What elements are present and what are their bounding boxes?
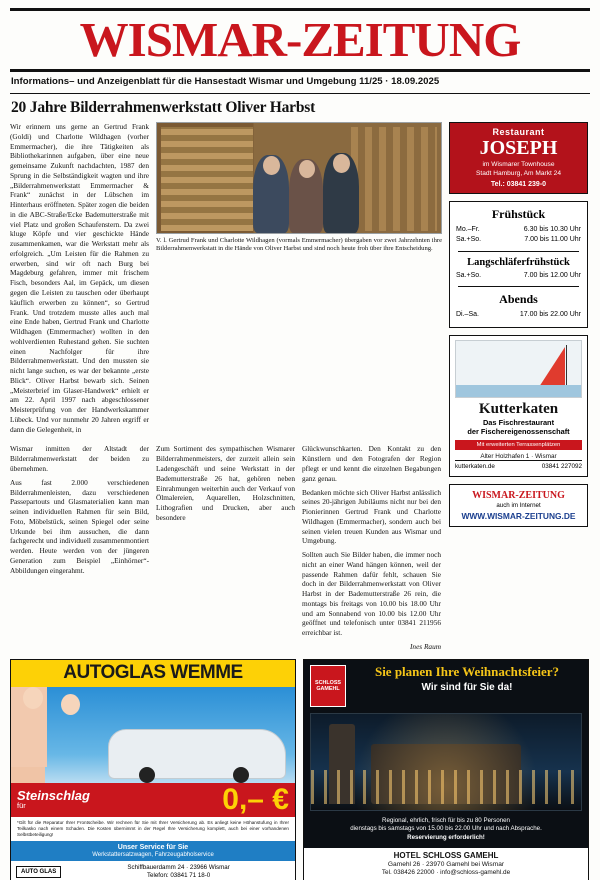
ad-autoglas-address bbox=[67, 864, 290, 880]
bottom-ad-row bbox=[10, 659, 590, 880]
article-photo-block bbox=[156, 122, 442, 439]
photo-wall-frames-right bbox=[351, 127, 437, 231]
ad-autoglas-service bbox=[11, 841, 295, 861]
article-column-2b bbox=[156, 444, 295, 651]
ad-joseph-line1: im Wismarer Townhouse bbox=[482, 160, 555, 168]
ad-joseph-line2: Stadt Hamburg, Am Markt 24 bbox=[475, 169, 562, 177]
ad-joseph-kicker: Restaurant bbox=[492, 126, 545, 137]
ad-kutterkaten-footer bbox=[455, 460, 582, 470]
ad-wz-url[interactable]: WWW.WISMAR-ZEITUNG.DE bbox=[461, 511, 576, 521]
article-top-block bbox=[10, 122, 442, 439]
content-area bbox=[10, 122, 590, 652]
ad-kutterkaten-sub1: Das Fischrestaurant bbox=[482, 417, 555, 427]
hours-value: 7.00 bis 12.00 Uhr bbox=[523, 271, 581, 279]
ad-kutterkaten[interactable] bbox=[449, 335, 588, 477]
article-paragraph: Glückwunschkarten. Den Kontakt zu den Künstlern und den Fotografen der Region pflegt er und kennt die einzelnen Begabungen ganz genau. bbox=[302, 444, 441, 483]
hours-label: Sa.+So. bbox=[456, 236, 482, 244]
ad-autoglas-brand: AUTOGLAS WEMME bbox=[63, 661, 243, 683]
article-paragraph: Zum Sortiment des sympathischen Wismarer Bilderrahmenmeisters, der zurzeit allein sein Ladengeschäft und seine Werkstatt in der Bademutterstraße 26 hat, gehören neben Einrahmungen weiterhin auch der Verkauf von Ölmalereien, Aquarellen, Holzschnitten, Lithografien und Drucken, aber auch besondere bbox=[156, 444, 295, 522]
divider bbox=[458, 251, 579, 252]
person-right-head bbox=[61, 694, 80, 715]
ad-gamehl-header bbox=[304, 660, 588, 710]
article-lower-columns bbox=[10, 444, 442, 651]
image-glow bbox=[311, 714, 581, 810]
hours-row bbox=[456, 235, 581, 246]
ad-gamehl-body bbox=[304, 814, 588, 845]
ad-gamehl-hotel-name: HOTEL SCHLOSS GAMEHL bbox=[393, 850, 499, 860]
ad-autoglas-service-sub: Werkstattersatzwagen, Fahrzeugabholservice bbox=[92, 851, 214, 858]
ad-autoglas-footer bbox=[11, 861, 295, 880]
article-paragraph: Sollten auch Sie Bilder haben, die immer noch nicht an einer Wand hängen können, weil der passende Rahmen dafür fehlt, schauen Sie doch in der Bilderrahmenwerkstatt von Oliver Harbst in der Bademutterstraße 26 rein, die montags bis freitags von 10.00 bis 18.00 Uhr und am Sonnabend von 10.00 bis 12.00 Uhr geöffnet und telefonisch unter 03841 211956 erreichbar ist. bbox=[302, 550, 441, 638]
hours-title-late-breakfast: Langschläferfrühstück bbox=[467, 256, 570, 268]
photo-head-right bbox=[333, 154, 350, 173]
ad-autoglas-image bbox=[11, 687, 295, 783]
ad-autoglas-wemme[interactable] bbox=[10, 659, 296, 880]
person-right bbox=[11, 767, 45, 783]
ad-gamehl-text3: Reservierung erforderlich! bbox=[407, 834, 485, 842]
ad-autoglas-address-line1: Schiffbauerdamm 24 · 23966 Wismar bbox=[127, 863, 230, 871]
ad-kutterkaten-image bbox=[455, 340, 582, 398]
water-band bbox=[456, 385, 581, 397]
car-shape bbox=[108, 729, 286, 779]
ad-joseph-name: JOSEPH bbox=[479, 136, 558, 159]
ad-kutterkaten-address: Alter Holzhafen 1 · Wismar bbox=[480, 453, 557, 460]
hours-row bbox=[456, 310, 581, 321]
hours-label: Mo.–Fr. bbox=[456, 225, 480, 233]
hours-label: Di.–Sa. bbox=[456, 311, 479, 319]
hours-title-breakfast: Frühstück bbox=[491, 206, 546, 221]
photo-head-left bbox=[263, 156, 280, 175]
photo-wall-frames-left bbox=[161, 127, 253, 231]
car-wheel-rear bbox=[233, 767, 249, 783]
ad-kutterkaten-web[interactable]: kutterkaten.de bbox=[455, 463, 495, 470]
hours-value: 17.00 bis 22.00 Uhr bbox=[519, 311, 581, 319]
hours-row bbox=[456, 225, 581, 236]
ad-restaurant-joseph[interactable] bbox=[449, 122, 588, 194]
photo-head-middle bbox=[299, 160, 315, 178]
ad-autoglas-address-line2: Telefon: 03841 71 18-0 bbox=[146, 872, 211, 880]
ad-gamehl-image bbox=[310, 713, 582, 811]
ad-joseph-hours bbox=[449, 201, 588, 328]
offer-label-for: für bbox=[17, 801, 26, 811]
article-headline: 20 Jahre Bilderrahmenwerkstatt Oliver Harbst bbox=[11, 98, 316, 116]
ad-joseph-phone: Tel.: 03841 239-0 bbox=[490, 180, 547, 188]
article-column-2a bbox=[10, 444, 149, 651]
article-paragraph: Wismar inmitten der Altstadt der Bilderrahmenwerkstatt der beiden zu übernehmen. bbox=[10, 444, 149, 473]
ad-wz-subtitle: auch im Internet bbox=[496, 502, 541, 509]
offer-label-text: Steinschlag bbox=[17, 787, 90, 803]
masthead bbox=[10, 8, 590, 94]
masthead-subtitle: Informations– und Anzeigenblatt für die Hansestadt Wismar und Umgebung 11/25 · 18.09.2025 bbox=[11, 75, 440, 87]
car-wheel-front bbox=[139, 767, 155, 783]
sail-icon bbox=[539, 347, 565, 387]
article-column-1 bbox=[10, 122, 149, 439]
article-paragraph: Bedanken möchte sich Oliver Harbst anlässlich seines 20-jährigen Jubiläums nicht nur bei den Pionierinnen Gertrud Frank und Charlotte Wildhagen (Emmermacher), sondern auch bei seinen vielen treuen Kunden aus Wismar und Umgebung. bbox=[302, 487, 441, 546]
page-title: WISMAR-ZEITUNG bbox=[79, 12, 521, 67]
ad-gamehl-address: Gamehl 26 · 23970 Gamehl bei Wismar bbox=[387, 860, 505, 868]
ad-gamehl-headline: Sie planen Ihre Weihnachtsfeier? bbox=[374, 663, 560, 679]
ad-kutterkaten-phone: 03841 227092 bbox=[541, 463, 582, 470]
ad-gamehl-contact[interactable]: Tel. 038426 22000 · info@schloss-gamehl.de bbox=[381, 868, 511, 876]
editorial-column-group bbox=[10, 122, 442, 652]
hours-label: Sa.+So. bbox=[456, 271, 482, 279]
ad-autoglas-price: 0,– € bbox=[222, 782, 289, 816]
ad-gamehl-headline-block bbox=[352, 665, 582, 693]
hours-title-evening: Abends bbox=[499, 292, 538, 307]
article-paragraph: Wir erinnern uns gerne an Gertrud Frank (Goldi) und Charlotte Wildhagen (vorher Emmermacher), die ihre Tätigkeiten als Bibliothekarinnen aufgaben, über eine neue gemeinsame Zukunft nachdachten, 1987 den Sprung in die Selbständigkeit wagten und ihre „Bilderrahmenwerkstatt Emmermacher & Frank“ zunächst in der Lübschen im Hinterhaus eröffneten. Später zogen die beiden in die ABC-Straße/Ecke Bademutterstraße mit viel Platz und großen Schaufenstern. Da zwei kluge Köpfe und vier geschickte Hände zusammenkamen, war die Werkstatt mehr als erfolgreich. „Um Leisten für die Rahmen zu erwerben, sind wir oft nach Burg bei Magdeburg gefahren, immer mit frischem Fisch, besonders Aal, im Gepäck, um diesen gegen die Leisten zu tauschen oder überhaupt käuflich erwerben zu können“, so Gertrud Frank. Und trotzdem musste alles auch mal eine Ende haben, Gertrud Frank und Charlotte Wildhagen (Emmermacher) wollten in den wohlverdienten Ruhestand gehen. Sie suchten einen Nachfolger für ihre Bilderrahmenwerkstatt. Und den mussten sie nicht lange suchen, es war der bekannte „erste Blick“. Oliver Harbst bewarb sich. Seinen „Meisterbrief im Glaser-Handwerk“ erhielt er am 22. April 1997 nach abgeschlossener Meisterprüfung von der Handwerkskammer Lübeck. Und vor nunmehr 20 Jahren ergriff er dann die Gelegenheit, in bbox=[10, 121, 149, 434]
person-left-head bbox=[23, 687, 43, 709]
article-byline: Ines Raum bbox=[409, 642, 441, 652]
right-ad-rail bbox=[449, 122, 588, 652]
ad-autoglas-banner bbox=[11, 660, 295, 687]
ad-gamehl-text2: dienstags bis samstags von 15.00 bis 22.00 Uhr und nach Absprache. bbox=[350, 825, 542, 833]
ad-kutterkaten-sub2: der Fischereigenossenschaft bbox=[467, 427, 570, 437]
ad-kutterkaten-banner: Mit erweiterten Terrassenplätzen bbox=[455, 440, 582, 450]
ad-wismar-zeitung-online[interactable] bbox=[449, 484, 588, 527]
ad-wz-title: WISMAR-ZEITUNG bbox=[472, 490, 565, 501]
ad-gamehl-footer bbox=[304, 848, 588, 880]
masthead-rule-thin bbox=[10, 93, 590, 94]
hours-value: 7.00 bis 11.00 Uhr bbox=[524, 236, 581, 244]
autoglas-logo-icon: AUTO GLAS bbox=[16, 866, 61, 879]
schloss-gamehl-crest-icon: SCHLOSS GAMEHL bbox=[310, 665, 346, 707]
boat-mast-icon bbox=[566, 345, 568, 389]
ad-autoglas-offer-label bbox=[17, 789, 90, 811]
hours-row bbox=[456, 271, 581, 282]
ad-schloss-gamehl[interactable] bbox=[303, 659, 589, 880]
ad-autoglas-service-title: Unser Service für Sie bbox=[117, 843, 189, 851]
ad-autoglas-offer bbox=[11, 783, 295, 817]
article-paragraph: Aus fast 2.000 verschiedenen Bilderrahmenleisten, dazu verschiedenen Passepartouts und Glasmaterialien kann man seinen individuellen Rahmen für sein Bild, Foto, Möbelstück, seinen Spiegel oder seine Urkunde bei ihm aussuchen, die dann fachgerecht und individuell zusammenmontiert werden. Heute werden von der jüngeren Generation zum Beispiel „Einhörner“-Abbildungen eingerahmt. bbox=[10, 477, 149, 575]
ad-gamehl-subheadline: Wir sind für Sie da! bbox=[421, 682, 513, 694]
photo-caption: V. l. Gertrud Frank und Charlotte Wildhagen (vormals Emmermacher) übergaben vor zwei Jahrzehnten ihre Bilderrahmenwerkstatt in die Hände von Oliver Harbst und sind noch heute froh über ihre Entscheidung. bbox=[156, 236, 442, 253]
ad-autoglas-disclaimer: *Gilt für die Reparatur Ihrer Frontscheibe. Wir rechnen für Sie mit Ihrer Versicherung ab. Es anliegt keine Höhanstufung in Ihrer Teilkasko nach einem Schaden. Die Kosten übernimmt in der Regel Ihre Versicherung komplett, auch bei einer vorhandenen Selbstbeteiligung! bbox=[11, 817, 295, 841]
divider bbox=[458, 286, 579, 287]
ad-gamehl-text1: Regional, ehrlich, frisch für bis zu 80 Personen bbox=[382, 816, 510, 824]
hours-value: 6.30 bis 10.30 Uhr bbox=[523, 225, 581, 233]
article-photo bbox=[156, 122, 442, 234]
ad-kutterkaten-name: Kutterkaten bbox=[478, 400, 559, 417]
article-column-3 bbox=[302, 444, 441, 651]
